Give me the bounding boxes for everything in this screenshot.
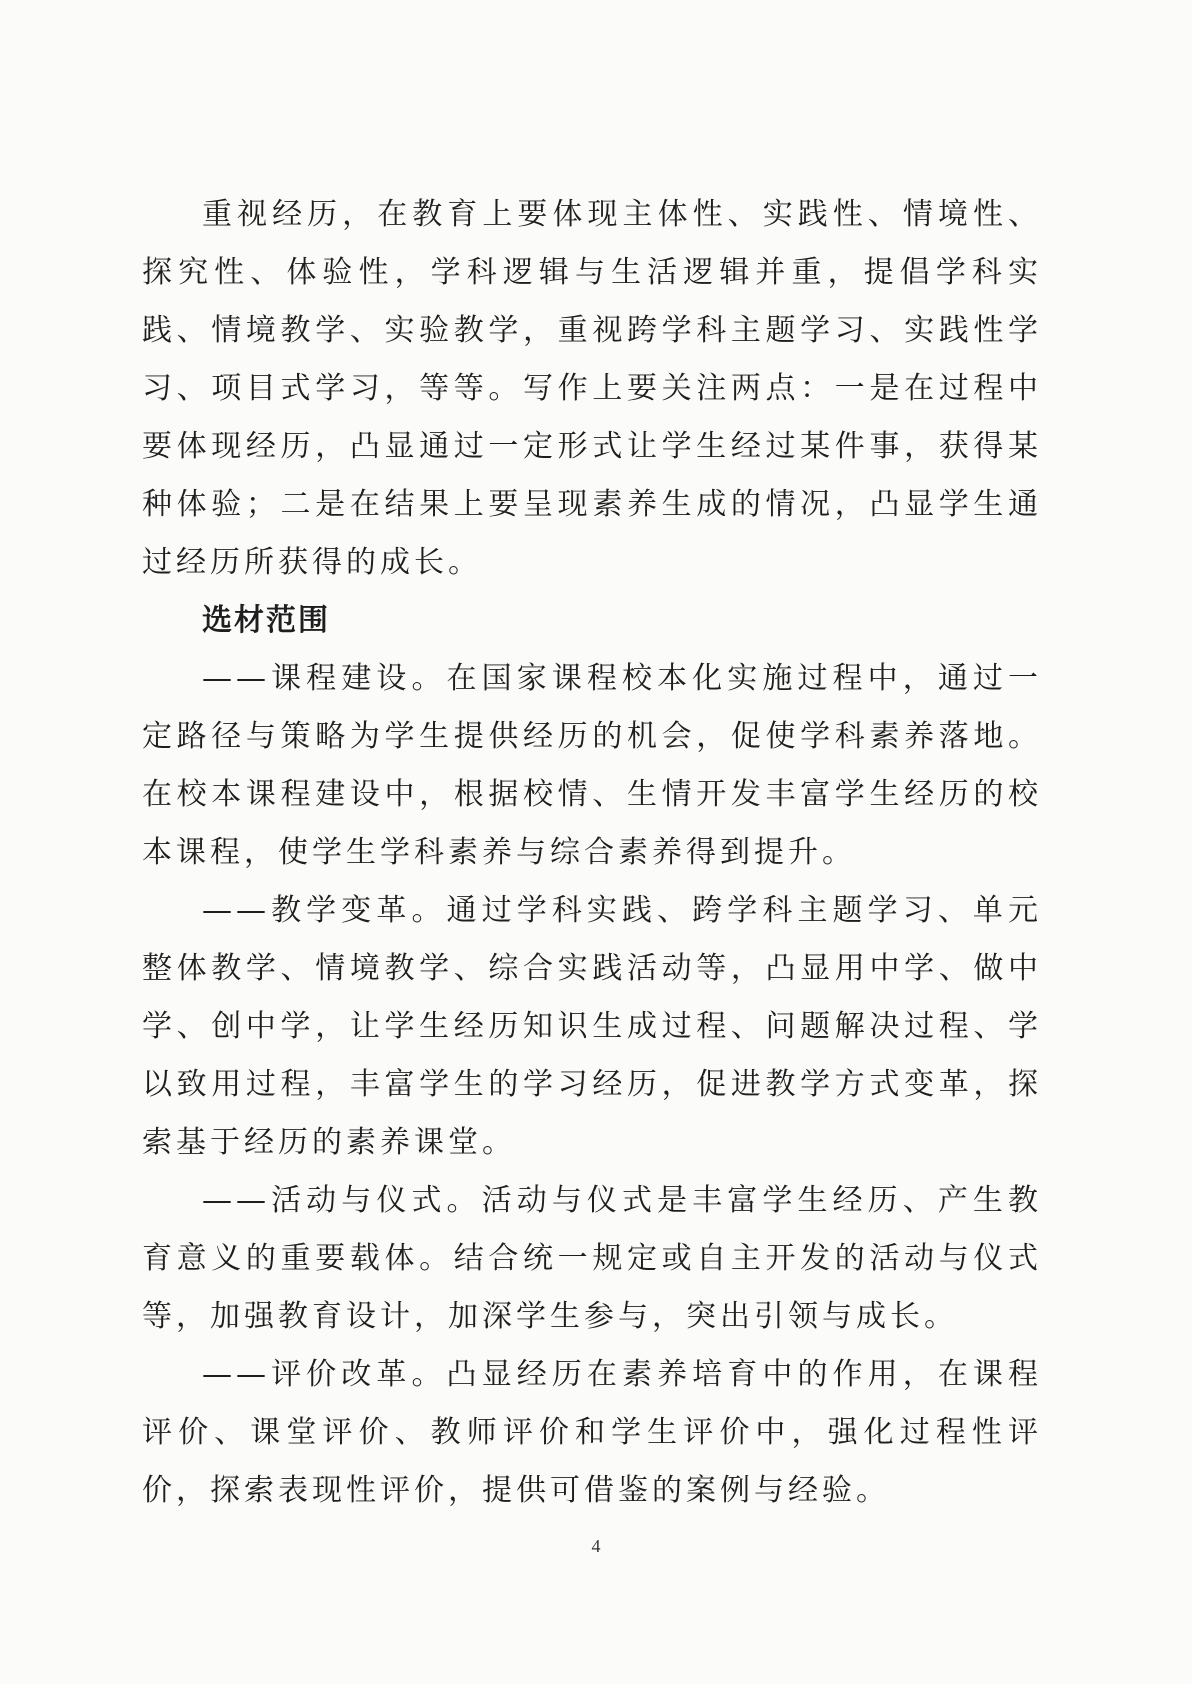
document-body [142, 186, 1042, 1520]
paragraph-evaluation: ——评价改革。凸显经历在素养培育中的作用，在课程评价、课堂评价、教师评价和学生评价中，强化过程性评价，探索表现性评价，提供可借鉴的案例与经验。 [142, 1357, 1042, 1508]
paragraph-curriculum: ——课程建设。在国家课程校本化实施过程中，通过一定路径与策略为学生提供经历的机会，促使学科素养落地。在校本课程建设中，根据校情、生情开发丰富学生经历的校本课程，使学生学科素养与综合素养得到提升。 [142, 661, 1042, 870]
paragraph-intro: 重视经历，在教育上要体现主体性、实践性、情境性、探究性、体验性，学科逻辑与生活逻辑并重，提倡学科实践、情境教学、实验教学，重视跨学科主题学习、实践性学习、项目式学习，等等。写作上要关注两点：一是在过程中要体现经历，凸显通过一定形式让学生经过某件事，获得某种体验；二是在结果上要呈现素养生成的情况，凸显学生通过经历所获得的成长。 [142, 197, 1042, 580]
paragraph-teaching: ——教学变革。通过学科实践、跨学科主题学习、单元整体教学、情境教学、综合实践活动等，凸显用中学、做中学、创中学，让学生经历知识生成过程、问题解决过程、学以致用过程，丰富学生的学习经历，促进教学方式变革，探索基于经历的素养课堂。 [142, 893, 1042, 1160]
section-heading: 选材范围 [202, 603, 330, 638]
paragraph-activities: ——活动与仪式。活动与仪式是丰富学生经历、产生教育意义的重要载体。结合统一规定或自主开发的活动与仪式等，加强教育设计，加深学生参与，突出引领与成长。 [142, 1183, 1042, 1334]
page-number: 4 [591, 1536, 601, 1556]
